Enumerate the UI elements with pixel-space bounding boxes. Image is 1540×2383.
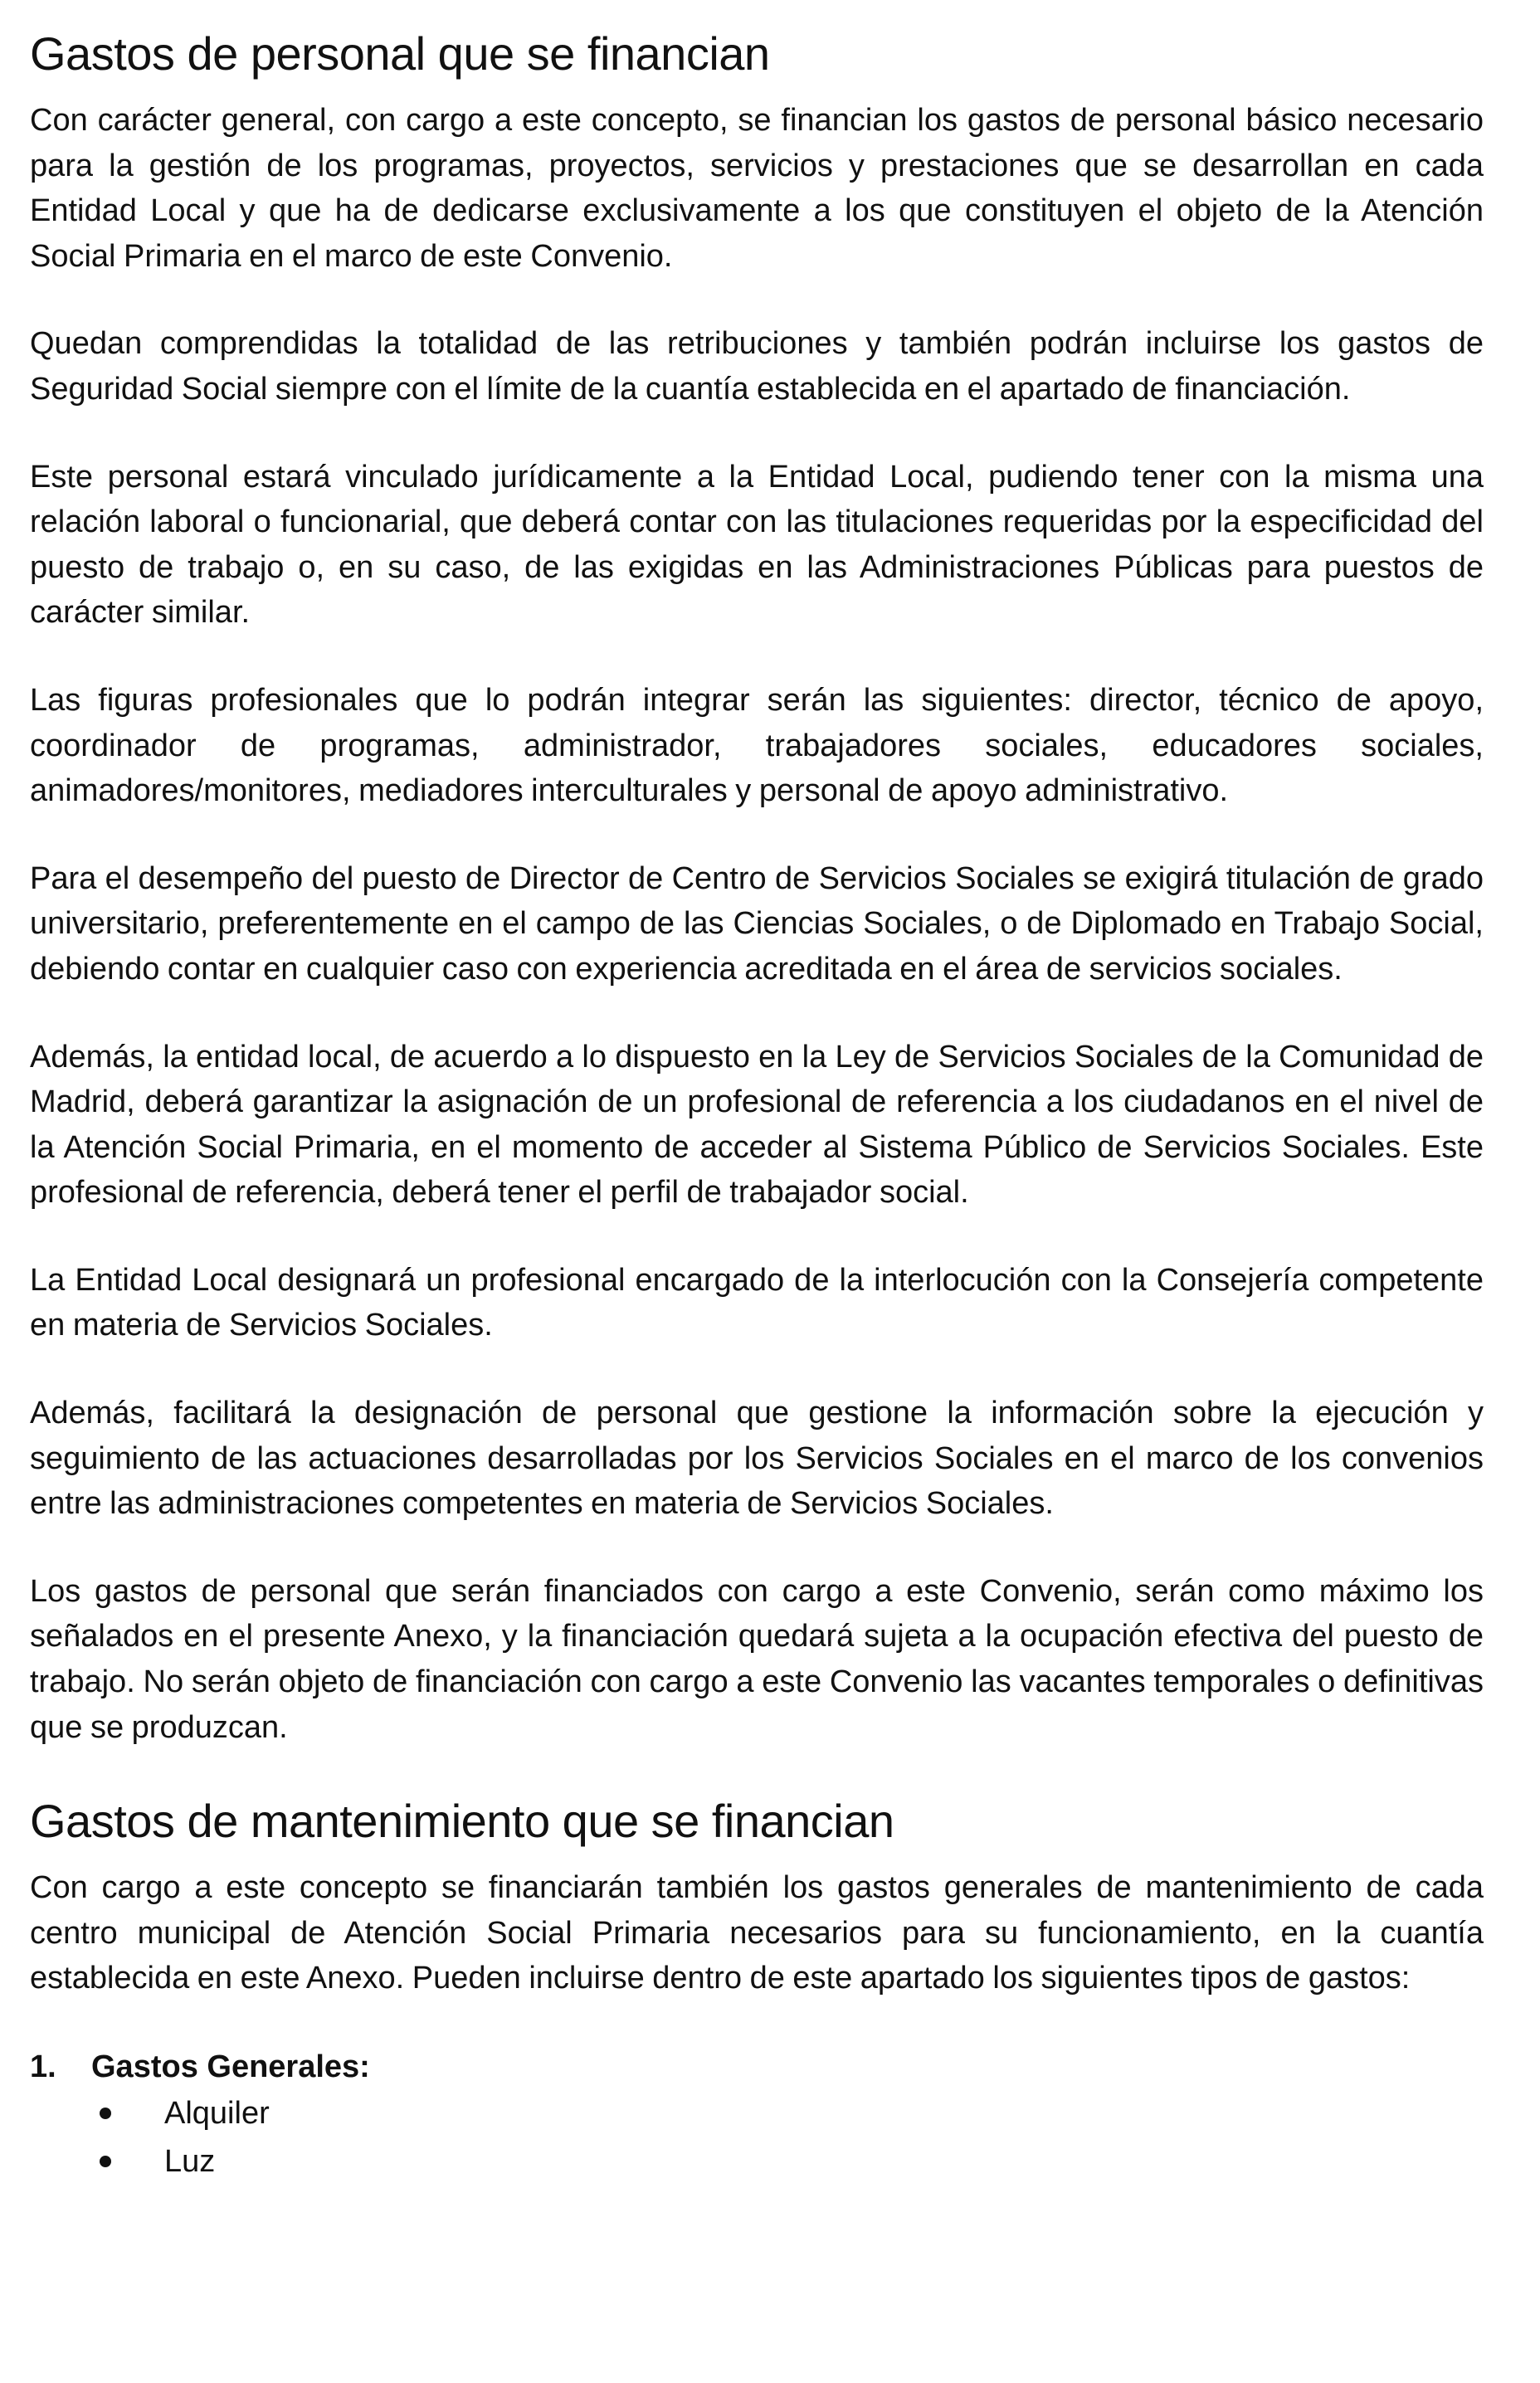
bullet-icon — [100, 2156, 111, 2167]
bullet-list — [30, 2089, 1484, 2186]
paragraph-2: Quedan comprendidas la totalidad de las retribuciones y también podrán incluirse los gastos de Seguridad Social siempre con el límite de la cuantía establecida en el apartado de financiación. — [30, 326, 1484, 407]
paragraph-6: Además, la entidad local, de acuerdo a lo dispuesto en la Ley de Servicios Sociales de la Comunidad de Madrid, deberá garantizar la asignación de un profesional de referencia a los ciudadanos en el nivel de la Atención Social Primaria, en el momento de acceder al Sistema Público de Servicios Sociales. Este profesional de referencia, deberá tener el perfil de trabajador social. — [30, 1039, 1484, 1211]
section-mantenimiento-title: Gastos de mantenimiento que se financian — [30, 1795, 894, 1848]
paragraph-8: Además, facilitará la designación de personal que gestione la información sobre la ejecución y seguimiento de las actuaciones desarrolladas por los Servicios Sociales en el marco de los convenios entre las administraciones competentes en materia de Servicios Sociales. — [30, 1396, 1484, 1522]
paragraph-1: Con carácter general, con cargo a este concepto, se financian los gastos de personal básico necesario para la gestión de los programas, proyectos, servicios y prestaciones que se desarrollan en cada Entidad Local y que ha de dedicarse exclusivamente a los que constituyen el objeto de la Atención Social Primaria en el marco de este Convenio. — [30, 103, 1484, 274]
list-heading: Gastos Generales: — [91, 2049, 370, 2084]
bullet-text: Luz — [164, 2144, 216, 2179]
list-item — [30, 2089, 1484, 2137]
paragraph-3: Este personal estará vinculado jurídicamente a la Entidad Local, pudiendo tener con la misma una relación laboral o funcionarial, que deberá contar con las titulaciones requeridas por la especificidad del puesto de trabajo o, en su caso, de las exigidas en las Administraciones Públicas para puestos de carácter similar. — [30, 459, 1484, 631]
list-item — [30, 2137, 1484, 2186]
section-personal-title: Gastos de personal que se financian — [30, 27, 770, 80]
bullet-text: Alquiler — [164, 2096, 270, 2131]
paragraph-10: Con cargo a este concepto se financiarán también los gastos generales de mantenimiento de cada centro municipal de Atención Social Primaria necesarios para su funcionamiento, en la cuantía establecida en este Anexo. Pueden incluirse dentro de este apartado los siguientes tipos de gastos: — [30, 1870, 1484, 1996]
paragraph-4: Las figuras profesionales que lo podrán integrar serán las siguientes: director, técnico de apoyo, coordinador de programas, administrador, trabajadores sociales, educadores sociales, animadores/monitores, mediadores interculturales y personal de apoyo administrativo. — [30, 682, 1484, 809]
paragraph-9: Los gastos de personal que serán financiados con cargo a este Convenio, serán como máximo los señalados en el presente Anexo, y la financiación quedará sujeta a la ocupación efectiva del puesto de trabajo. No serán objeto de financiación con cargo a este Convenio las vacantes temporales o definitivas que se produzcan. — [30, 1573, 1484, 1745]
document-page — [30, 25, 1484, 2186]
list-number: 1. — [30, 2049, 56, 2084]
paragraph-7: La Entidad Local designará un profesional encargado de la interlocución con la Consejería competente en materia de Servicios Sociales. — [30, 1262, 1484, 1343]
bullet-icon — [100, 2108, 111, 2119]
paragraph-5: Para el desempeño del puesto de Director de Centro de Servicios Sociales se exigirá titulación de grado universitario, preferentemente en el campo de las Ciencias Sociales, o de Diplomado en Trabajo Social, debiendo contar en cualquier caso con experiencia acreditada en el área de servicios sociales. — [30, 860, 1484, 987]
numbered-list-item — [30, 2044, 1484, 2089]
